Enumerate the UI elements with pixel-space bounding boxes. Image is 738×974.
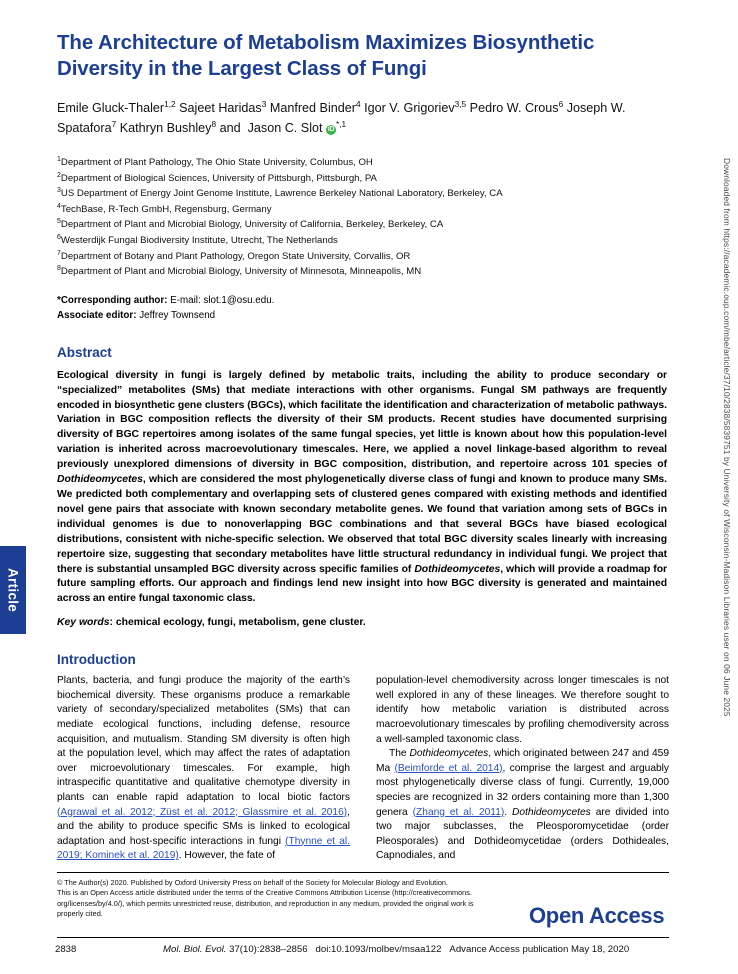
affiliation-item xyxy=(57,264,669,280)
abstract-part-1: Ecological diversity in fungi is largely defined by metabolic traits, including the ability to produce secondary or “specialized” metabolites (SMs) that mediate interactions with other organisms. Fungal SM pathways are frequently encoded in biosynthetic gene clusters (BGCs), which facilitate the identification and characterization of metabolic pathways. Variation in BGC composition reflects the diversity of their SM products. Recent studies have documented surprising diversity of BGC repertoires among isolates of the same fungal species, yet little is known about how this population-level variation is inherited across macroevolutionary timescales. Here, we applied a novel linkage-based algorithm to reveal previously unexplored dimensions of diversity in BGC composition, distribution, and repertoire across 101 species of xyxy=(57,369,667,471)
author-affil-marker: 3 xyxy=(261,98,267,109)
copyright-block xyxy=(57,878,527,920)
paragraph xyxy=(376,747,669,864)
affiliation-number: 5 xyxy=(57,218,61,226)
affiliation-text: TechBase, R-Tech GmbH, Regensburg, Germany xyxy=(60,203,272,215)
associate-editor-label: Associate editor: xyxy=(57,310,137,322)
body-columns xyxy=(57,674,669,864)
paragraph-text: . xyxy=(504,806,513,818)
taxon-name: Dothideomycetes xyxy=(57,474,143,486)
citation-link[interactable]: (Beimforde et al. 2014) xyxy=(394,762,503,774)
footer-divider-bottom xyxy=(57,937,669,938)
abstract-part-2: , which are considered the most phylogenetically diverse class of fungi and known to produce many SMs. We predicted both complementary and overlapping sets of clustered genes compared with existing methods and identified novel gene pairs that associate with known secondary metabolite genes. We found that variation among sets of BGCs in individual genomes is due to nonoverlapping BGC combinations and that several BGCs have biased ecological distributions, consistent with niche-specific selection. We observed that total BGC diversity scales linearly with increasing repertoire size, suggesting that secondary metabolites have little structural redundancy in individual fungi. We project that there is substantial unsampled BGC diversity across specific families of xyxy=(57,474,667,575)
affiliation-text: Department of Biological Sciences, University of Pittsburgh, Pittsburgh, PA xyxy=(60,172,377,184)
affiliation-item xyxy=(57,186,669,202)
affiliation-item xyxy=(57,217,669,233)
author-name: Emile Gluck-Thaler xyxy=(57,101,165,115)
corresponding-author-label: *Corresponding author: xyxy=(57,294,168,306)
footer-divider xyxy=(57,872,669,873)
body-column-left xyxy=(57,674,350,864)
correspondence-block xyxy=(57,293,669,324)
page-title: The Architecture of Metabolism Maximizes Biosynthetic Diversity in the Largest Class of Fungi xyxy=(57,31,595,80)
corresponding-author-email[interactable]: E-mail: slot.1@osu.edu. xyxy=(170,294,275,306)
paragraph-text: The xyxy=(389,748,410,760)
abstract-text xyxy=(57,369,667,608)
journal-volume: 37(10):2838–2856 xyxy=(226,944,308,955)
introduction-heading: Introduction xyxy=(57,652,136,668)
affiliation-number: 2 xyxy=(57,171,61,179)
advance-access-text: Advance Access publication May 18, 2020 xyxy=(449,944,630,955)
affiliation-text: Department of Plant and Microbial Biology, University of Minnesota, Minneapolis, MN xyxy=(60,266,422,278)
journal-citation xyxy=(163,944,629,955)
author-affil-marker: *,1 xyxy=(336,118,347,129)
article-content xyxy=(57,0,669,864)
affiliation-number: 1 xyxy=(57,155,61,163)
keywords-value: : chemical ecology, fungi, metabolism, gene cluster. xyxy=(109,617,366,629)
open-access-badge: Open Access xyxy=(529,903,665,928)
doi-text[interactable]: doi:10.1093/molbev/msaa122 xyxy=(315,944,442,955)
author-list xyxy=(57,99,642,138)
affiliation-item xyxy=(57,249,669,265)
paragraph xyxy=(376,674,669,747)
associate-editor-name: Jeffrey Townsend xyxy=(139,310,216,322)
author-affil-marker: 8 xyxy=(211,118,217,129)
author-list-conjunction: and xyxy=(219,120,241,135)
author-affil-marker: 3,5 xyxy=(454,98,467,109)
affiliation-list xyxy=(57,155,669,280)
affiliation-text: Westerdijk Fungal Biodiversity Institute, Utrecht, The Netherlands xyxy=(60,234,338,246)
keywords-label: Key words xyxy=(57,617,110,629)
taxon-name: Dothideomycetes xyxy=(409,748,489,760)
citation-link[interactable]: (Zhang et al. 2011) xyxy=(412,806,505,818)
author-name: Pedro W. Crous xyxy=(469,101,559,115)
paragraph-text: , which originated between 247 and 459 Ma xyxy=(376,748,669,774)
affiliation-item xyxy=(57,233,669,249)
body-column-right xyxy=(376,674,669,864)
paragraph-text: , and the ability to produce specific SMs is linked to ecological adaptation and host-specific interactions in fungi xyxy=(57,806,350,847)
paragraph-text: Plants, bacteria, and fungi produce the majority of the earth’s biochemical diversity. These organisms produce a remarkable variety of secondary/specialized metabolites (SMs) that can mediate ecological functions, including defense, resource acquisition, and mutualism. Standing SM diversity is often high at the population level, which may affect the rates of adaptation over microevolutionary timescales. For example, high intraspecific quantitative and qualitative chemotype diversity in plants can enable rapid adaptation to local biotic factors xyxy=(57,675,350,803)
paragraph xyxy=(57,674,350,864)
copyright-line: properly cited. xyxy=(57,909,103,919)
taxon-name: Dothideomycetes xyxy=(512,806,591,818)
citation-link[interactable]: (Agrawal et al. 2012; Züst et al. 2012; Glassmire et al. 2016) xyxy=(57,806,348,818)
affiliation-item xyxy=(57,171,669,187)
article-tab-label: Article xyxy=(5,567,21,613)
author-name: Joseph W. Spatafora xyxy=(57,101,626,135)
author-name: Sajeet Haridas xyxy=(179,101,262,115)
author-name: Manfred Binder xyxy=(269,101,356,115)
taxon-name: Dothideomycetes xyxy=(414,563,501,575)
affiliation-text: Department of Plant Pathology, The Ohio State University, Columbus, OH xyxy=(60,157,373,168)
copyright-line: © The Author(s) 2020. Published by Oxford University Press on behalf of the Society for Molecular Biology and Evolution. xyxy=(57,878,448,887)
author-name: Kathryn Bushley xyxy=(119,120,212,135)
download-watermark xyxy=(719,158,735,898)
affiliation-number: 6 xyxy=(57,233,61,241)
citation-link[interactable]: (Thynne et al. 2019; Kominek et al. 2019) xyxy=(57,835,350,862)
orcid-icon[interactable]: iD xyxy=(327,125,335,133)
abstract-part-3: , which will provide a roadmap for future sampling efforts. Our approach and findings lend new insight into how BGC diversity is generated and maintained across an entire fungal taxonomic class. xyxy=(57,563,668,605)
author-affil-marker: 6 xyxy=(558,98,564,109)
journal-name: Mol. Biol. Evol. xyxy=(163,944,227,955)
paragraph-text: are divided into two major subclasses, the Pleosporomycetidae (order Pleosporales) and Dothideomycetidae (orders Dothideales, Capnodiales, and xyxy=(376,806,669,862)
download-watermark-text: Downloaded from https://academic.oup.com/mbe/article/37/10/2838/5839751 by University of Wisconsin-Madison Libraries user on 06 June 2025 xyxy=(722,158,732,717)
affiliation-number: 4 xyxy=(57,202,61,210)
abstract-heading: Abstract xyxy=(57,344,112,360)
paragraph-text: , comprise the largest and arguably most phylogenetically diverse class of fungi. Currently, 19,000 species are recognized in 32 orders containing more than 1,300 genera xyxy=(376,762,670,818)
page-number: 2838 xyxy=(55,944,77,955)
keywords-line xyxy=(57,616,669,631)
author-name: Jason C. Slot xyxy=(247,120,323,135)
affiliation-text: US Department of Energy Joint Genome Institute, Lawrence Berkeley National Laboratory, Berkeley, CA xyxy=(60,188,503,200)
author-affil-marker: 4 xyxy=(355,98,361,109)
author-name: Igor V. Grigoriev xyxy=(364,101,455,115)
author-affil-marker: 1,2 xyxy=(164,98,176,109)
paragraph-text: . However, the fate of xyxy=(178,850,276,862)
paragraph-text: population-level chemodiversity across longer timescales is not well explored in any of these lineages. We therefore sought to identify how metabolic variation is distributed across macroevolutionary timescales by profiling chemodiversity across a well-sampled taxonomic class. xyxy=(376,675,669,745)
affiliation-text: Department of Botany and Plant Pathology, Oregon State University, Corvallis, OR xyxy=(60,250,411,262)
author-affil-marker: 7 xyxy=(111,118,117,129)
copyright-line: This is an Open Access article distributed under the terms of the Creative Commons Attribution License (http://creativecommons. xyxy=(57,888,472,898)
associate-editor-line xyxy=(57,308,669,324)
affiliation-item xyxy=(57,155,669,171)
copyright-line: org/licenses/by/4.0/), which permits unrestricted reuse, distribution, and reproduction in any medium, provided the original work is xyxy=(57,898,474,908)
affiliation-number: 7 xyxy=(57,249,61,257)
corresponding-author-line xyxy=(57,293,669,309)
affiliation-text: Department of Plant and Microbial Biology, University of California, Berkeley, Berkeley, CA xyxy=(60,219,444,231)
affiliation-item xyxy=(57,202,669,218)
affiliation-number: 8 xyxy=(57,264,61,272)
affiliation-number: 3 xyxy=(57,187,61,194)
article-type-tab xyxy=(0,546,26,634)
